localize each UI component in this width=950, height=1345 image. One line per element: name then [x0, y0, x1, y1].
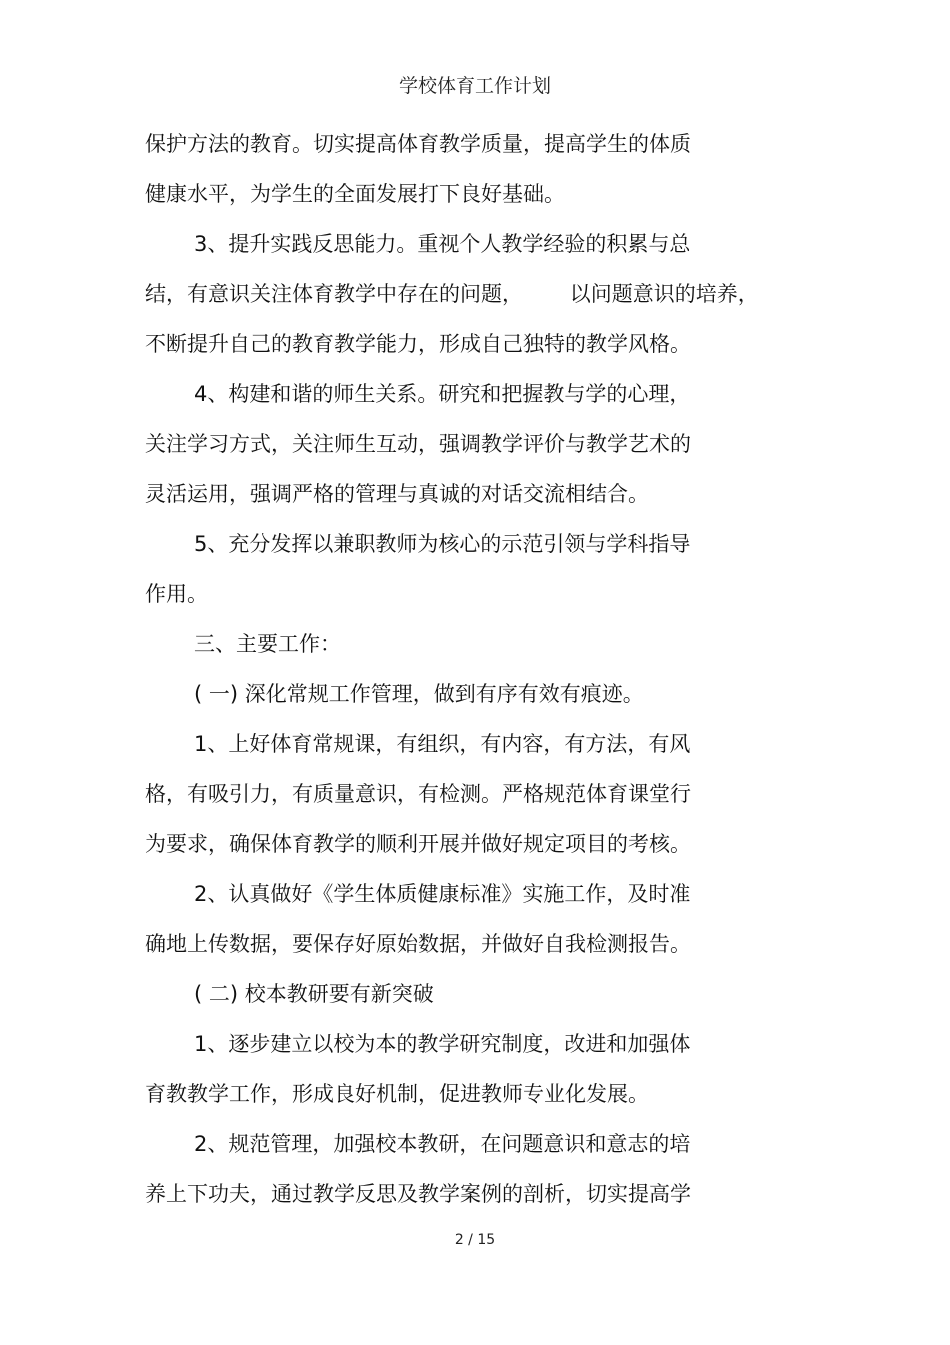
paragraph-line: 1、上好体育常规课，有组织，有内容，有方法，有风 — [194, 732, 691, 756]
section-heading: 三、主要工作： — [194, 632, 341, 656]
page-number: 2 / 15 — [454, 1232, 496, 1248]
paragraph-line: 1、逐步建立以校为本的教学研究制度，改进和加强体 — [194, 1032, 691, 1056]
paragraph-line: 2、认真做好《学生体质健康标准》实施工作，及时准 — [194, 882, 691, 906]
paragraph-line: 4、构建和谐的师生关系。研究和把握教与学的心理， — [194, 382, 691, 406]
paragraph-line: 确地上传数据，要保存好原始数据，并做好自我检测报告。 — [145, 932, 691, 956]
paragraph-line: 不断提升自己的教育教学能力，形成自己独特的教学风格。 — [145, 332, 691, 356]
paragraph-line: 2、规范管理，加强校本教研，在问题意识和意志的培 — [194, 1132, 691, 1156]
paragraph-line: 健康水平，为学生的全面发展打下良好基础。 — [145, 182, 565, 206]
paragraph-line: 作用。 — [145, 582, 208, 606]
paragraph-line: 为要求，确保体育教学的顺利开展并做好规定项目的考核。 — [145, 832, 691, 856]
paragraph-line: 保护方法的教育。切实提高体育教学质量，提高学生的体质 — [145, 132, 691, 156]
paragraph-line: 育教教学工作，形成良好机制，促进教师专业化发展。 — [145, 1082, 649, 1106]
paragraph-line: 养上下功夫，通过教学反思及教学案例的剖析，切实提高学 — [145, 1182, 691, 1206]
paragraph-line: 结，有意识关注体育教学中存在的问题， 以问题意识的培养， — [145, 282, 759, 306]
subsection-heading: ( 一) 深化常规工作管理，做到有序有效有痕迹。 — [194, 682, 644, 706]
paragraph-line: 关注学习方式，关注师生互动，强调教学评价与教学艺术的 — [145, 432, 691, 456]
paragraph-line: 格，有吸引力，有质量意识，有检测。严格规范体育课堂行 — [145, 782, 691, 806]
paragraph-line: 3、提升实践反思能力。重视个人教学经验的积累与总 — [194, 232, 691, 256]
paragraph-line: 5、充分发挥以兼职教师为核心的示范引领与学科指导 — [194, 532, 691, 556]
page-header-title: 学校体育工作计划 — [398, 75, 551, 97]
subsection-heading: ( 二) 校本教研要有新突破 — [194, 982, 434, 1006]
paragraph-line: 灵活运用，强调严格的管理与真诚的对话交流相结合。 — [145, 482, 649, 506]
